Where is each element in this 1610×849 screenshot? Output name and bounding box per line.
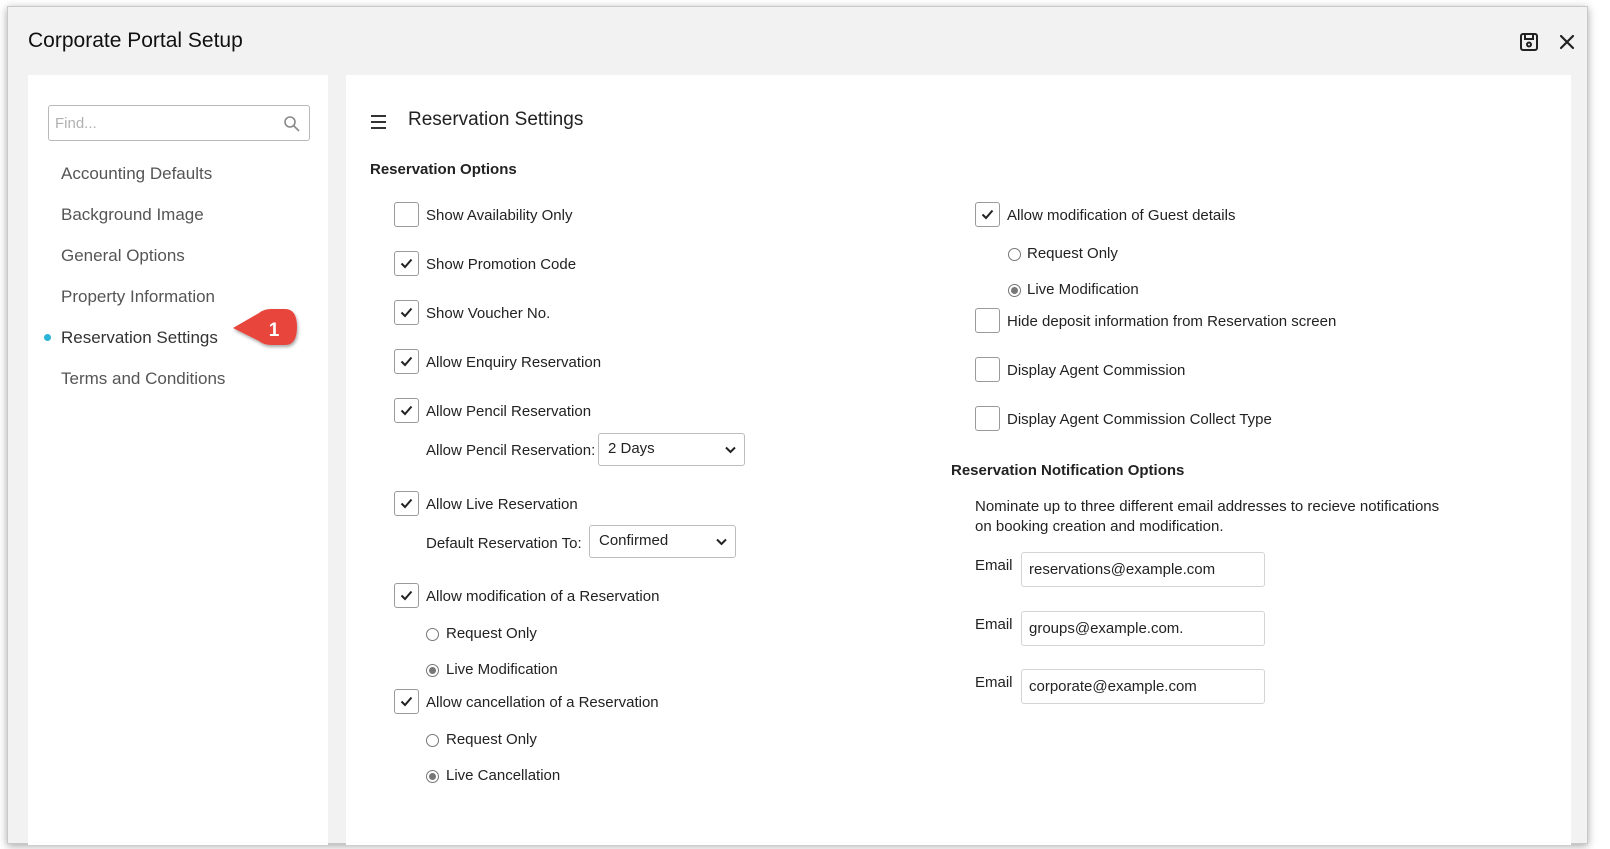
modification-live-radio[interactable]	[426, 664, 439, 677]
hide-deposit-label: Hide deposit information from Reservation screen	[1007, 313, 1337, 330]
hide-deposit-checkbox[interactable]	[975, 308, 1000, 333]
default-reservation-label: Default Reservation To:	[426, 535, 582, 552]
allow-modification-reservation-checkbox[interactable]	[394, 583, 419, 608]
sidebar-item-accounting-defaults[interactable]	[28, 153, 328, 194]
page-title: Reservation Settings	[408, 109, 584, 130]
search-input[interactable]	[55, 112, 275, 134]
allow-live-reservation-checkbox[interactable]	[394, 491, 419, 516]
sidebar-item-label: Property Information	[61, 287, 216, 306]
sidebar-item-label: Accounting Defaults	[61, 164, 213, 183]
chevron-down-icon	[725, 446, 736, 454]
display-agent-commission-collect-checkbox[interactable]	[975, 406, 1000, 431]
main-panel	[346, 75, 1571, 845]
allow-pencil-reservation-checkbox[interactable]	[394, 398, 419, 423]
check-icon	[400, 405, 413, 416]
allow-cancellation-reservation-checkbox[interactable]	[394, 689, 419, 714]
allow-pencil-reservation-label: Allow Pencil Reservation	[426, 403, 592, 420]
cancellation-live-label: Live Cancellation	[446, 767, 561, 784]
cancellation-request-only-label: Request Only	[446, 731, 537, 748]
allow-modification-reservation-label: Allow modification of a Reservation	[426, 588, 660, 605]
cancellation-live-radio[interactable]	[426, 770, 439, 783]
email-label: Email	[975, 674, 1013, 691]
notification-note: Nominate up to three different email addresses to recieve notifications on booking creation and modification.	[975, 498, 1440, 535]
callout-number: 1	[268, 320, 280, 341]
show-voucher-no-label: Show Voucher No.	[426, 305, 551, 322]
window-title: Corporate Portal Setup	[28, 29, 243, 52]
active-indicator-dot	[44, 334, 51, 341]
allow-live-reservation-label: Allow Live Reservation	[426, 496, 578, 513]
check-icon	[400, 307, 413, 318]
guest-request-only-label: Request Only	[1027, 245, 1118, 262]
sidebar-item-general-options[interactable]	[28, 235, 328, 276]
email-field-2[interactable]	[1021, 611, 1265, 646]
reservation-options-heading: Reservation Options	[370, 161, 517, 178]
allow-guest-modification-checkbox[interactable]	[975, 202, 1000, 227]
default-reservation-select[interactable]	[589, 525, 736, 558]
sidebar-nav	[28, 153, 328, 399]
sidebar-item-label: Terms and Conditions	[61, 369, 226, 388]
check-icon	[400, 356, 413, 367]
show-promotion-code-label: Show Promotion Code	[426, 256, 577, 273]
check-icon	[400, 696, 413, 707]
modification-request-only-radio[interactable]	[426, 628, 439, 641]
display-agent-commission-checkbox[interactable]	[975, 357, 1000, 382]
title-bar	[8, 7, 1587, 75]
sidebar-item-label: Reservation Settings	[61, 328, 218, 347]
save-icon[interactable]	[1518, 31, 1540, 53]
allow-enquiry-reservation-label: Allow Enquiry Reservation	[426, 354, 602, 371]
email-label: Email	[975, 557, 1013, 574]
search-box[interactable]	[48, 105, 310, 141]
allow-enquiry-reservation-checkbox[interactable]	[394, 349, 419, 374]
sidebar-item-label: General Options	[61, 246, 185, 265]
sidebar-item-label: Background Image	[61, 205, 204, 224]
email-label: Email	[975, 616, 1013, 633]
pencil-duration-select[interactable]	[598, 433, 745, 466]
guest-request-only-radio[interactable]	[1008, 248, 1021, 261]
show-availability-only-checkbox[interactable]	[394, 202, 419, 227]
notification-options-heading: Reservation Notification Options	[951, 462, 1185, 479]
close-icon[interactable]	[1556, 31, 1578, 53]
cancellation-request-only-radio[interactable]	[426, 734, 439, 747]
sidebar-item-terms-and-conditions[interactable]	[28, 358, 328, 399]
sidebar	[28, 75, 328, 845]
pencil-duration-value: 2 Days	[608, 440, 655, 457]
sidebar-item-background-image[interactable]	[28, 194, 328, 235]
menu-icon[interactable]	[371, 115, 388, 129]
chevron-down-icon	[716, 538, 727, 546]
guest-live-modification-label: Live Modification	[1027, 281, 1139, 298]
check-icon	[400, 498, 413, 509]
show-voucher-no-checkbox[interactable]	[394, 300, 419, 325]
modification-request-only-label: Request Only	[446, 625, 537, 642]
show-promotion-code-checkbox[interactable]	[394, 251, 419, 276]
corporate-portal-setup-window	[7, 6, 1588, 844]
allow-cancellation-reservation-label: Allow cancellation of a Reservation	[426, 694, 659, 711]
modification-live-label: Live Modification	[446, 661, 558, 678]
email-field-3[interactable]	[1021, 669, 1265, 704]
display-agent-commission-collect-label: Display Agent Commission Collect Type	[1007, 411, 1272, 428]
email-field-1[interactable]	[1021, 552, 1265, 587]
check-icon	[400, 258, 413, 269]
check-icon	[981, 209, 994, 220]
guest-live-modification-radio[interactable]	[1008, 284, 1021, 297]
search-icon[interactable]	[283, 115, 300, 132]
check-icon	[400, 590, 413, 601]
display-agent-commission-label: Display Agent Commission	[1007, 362, 1186, 379]
default-reservation-value: Confirmed	[599, 532, 669, 549]
pencil-duration-label: Allow Pencil Reservation:	[426, 442, 596, 459]
allow-guest-modification-label: Allow modification of Guest details	[1007, 207, 1236, 224]
show-availability-only-label: Show Availability Only	[426, 207, 573, 224]
